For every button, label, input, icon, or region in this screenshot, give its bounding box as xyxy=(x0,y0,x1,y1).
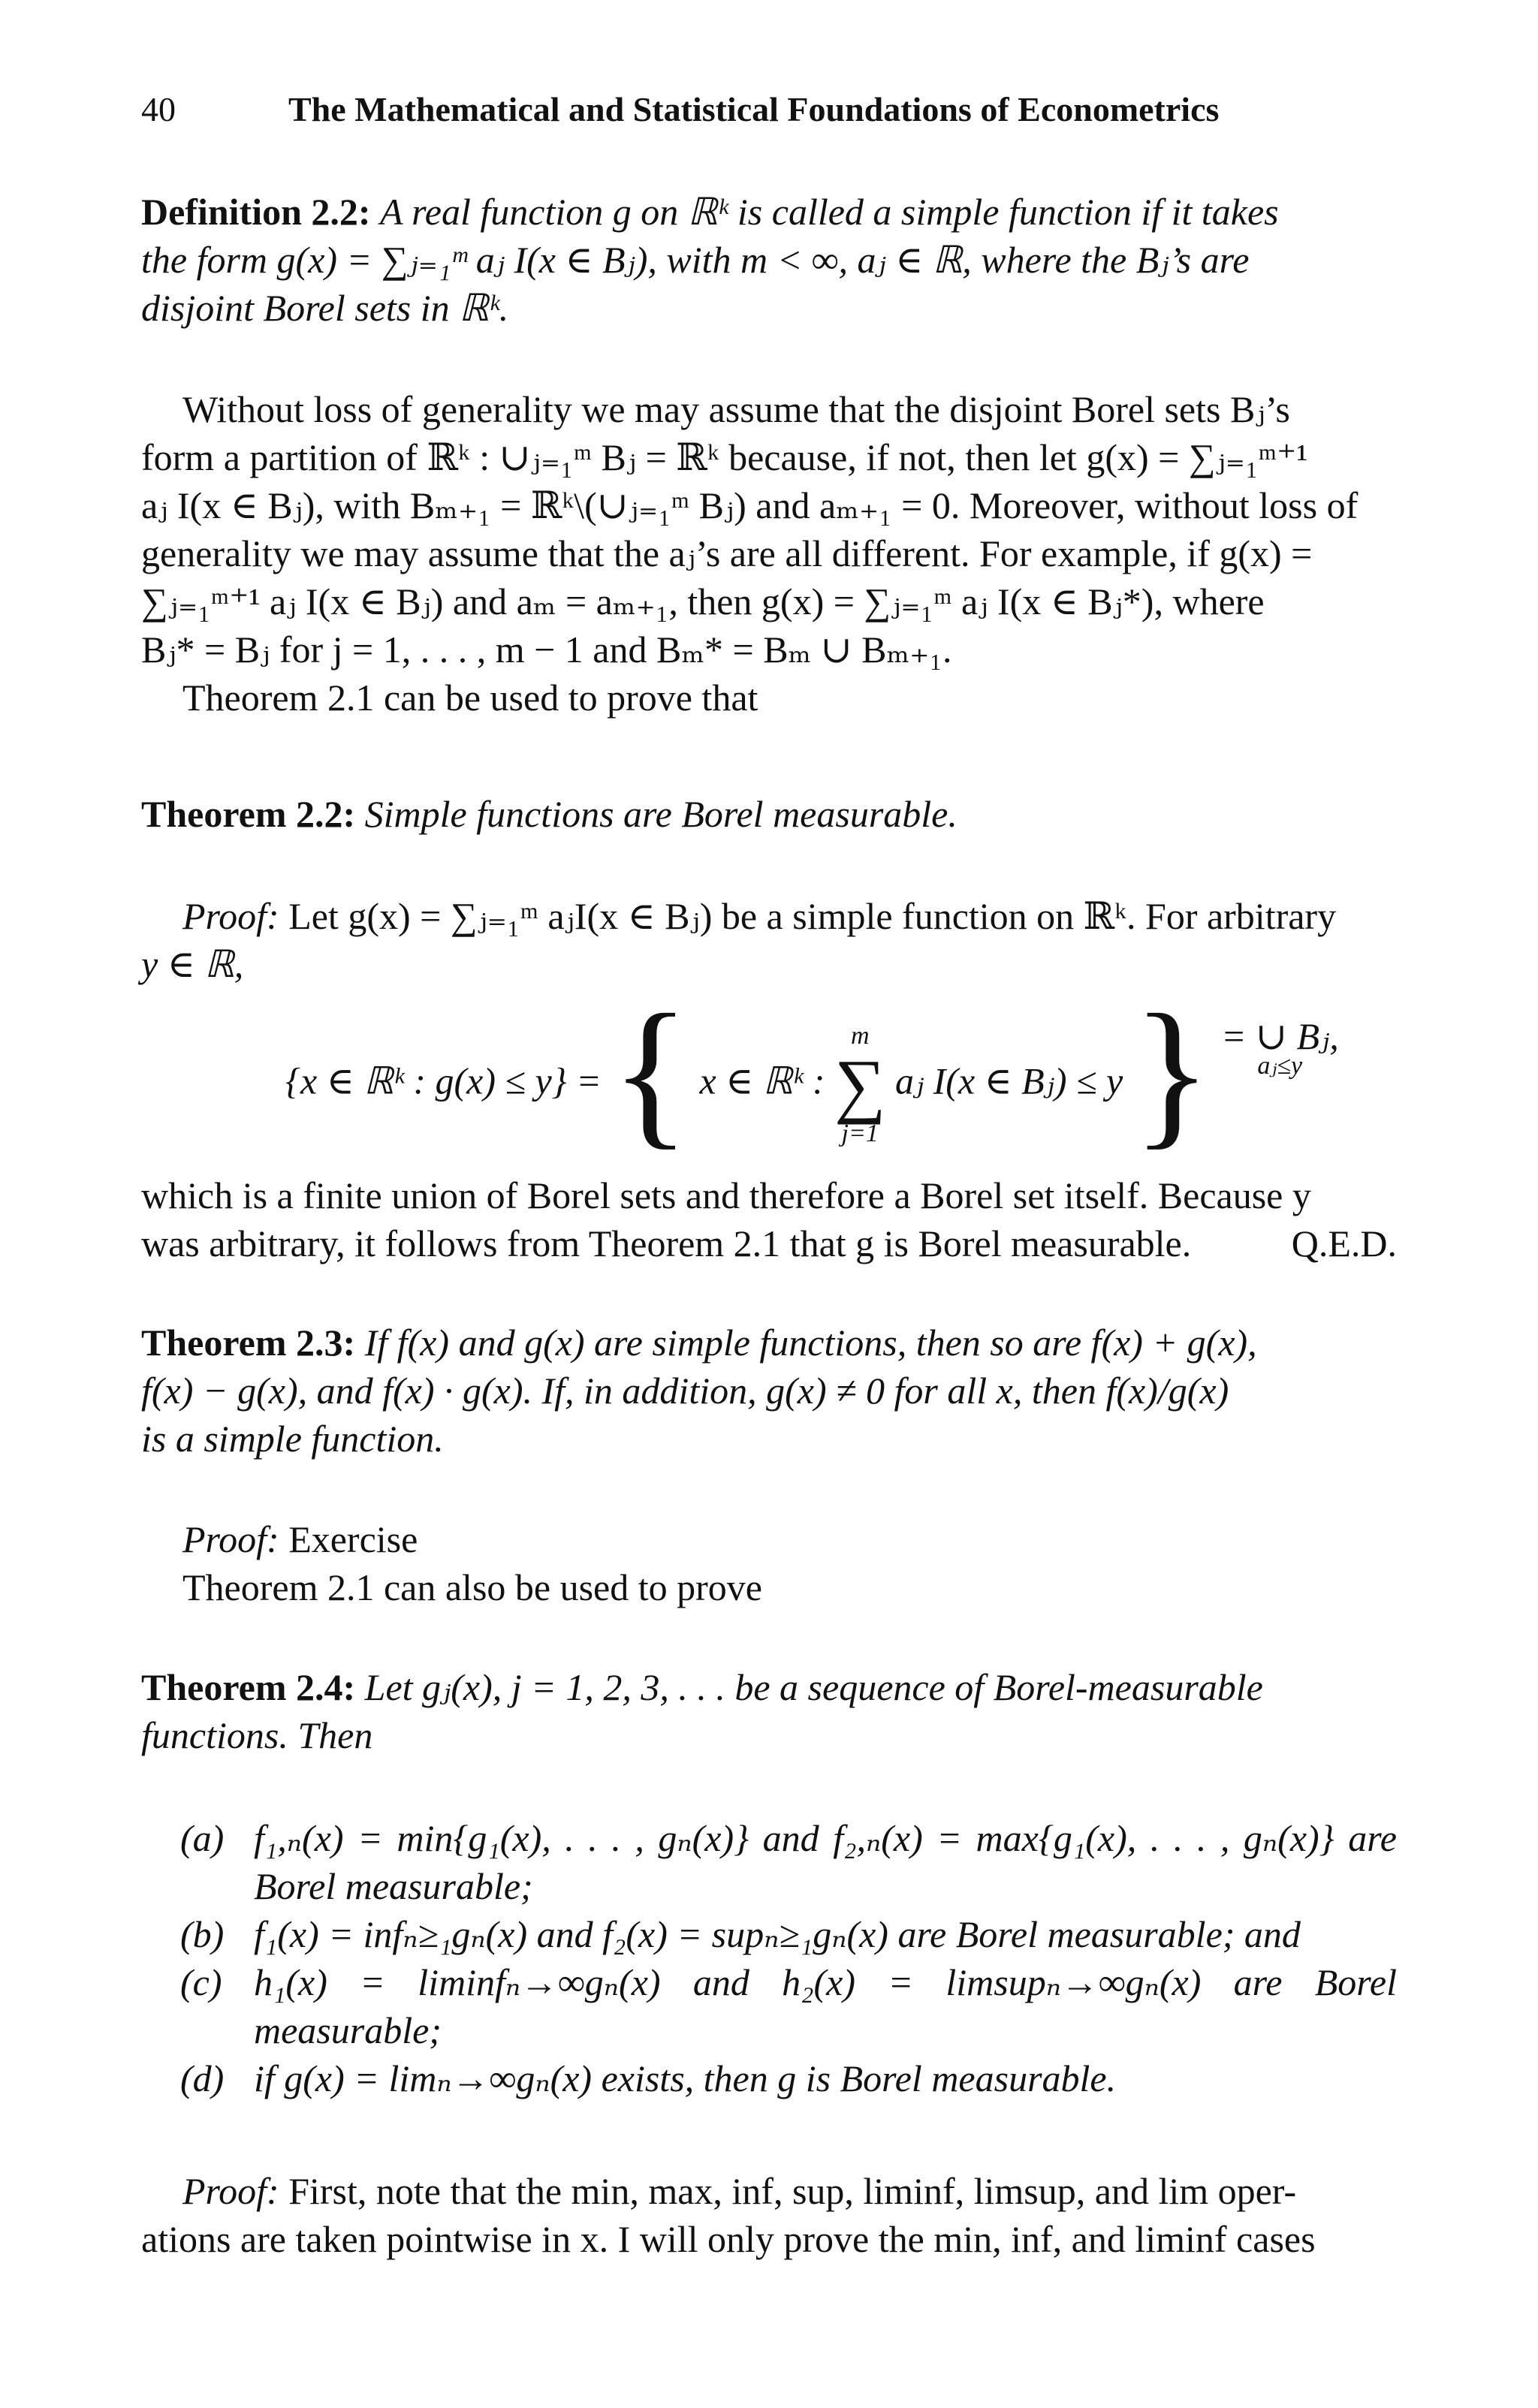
proof-text: Exercise xyxy=(288,1518,418,1560)
definition-line-2: the form g(x) = ∑ⱼ₌₁ᵐ aⱼ I(x ∈ Bⱼ), with m < ∞, aⱼ ∈ ℝ, where the Bⱼ’s are xyxy=(141,239,1250,281)
item-label: (c) xyxy=(180,1961,222,2003)
summation xyxy=(834,1021,885,1149)
union-part xyxy=(1220,1015,1339,1081)
definition-label: Definition 2.2: xyxy=(141,191,371,233)
proof-label: Proof: xyxy=(182,2170,279,2212)
list-item xyxy=(180,1814,1397,1910)
proof-tail: Theorem 2.1 can also be used to prove xyxy=(182,1566,762,1608)
paragraph-tail: Theorem 2.1 can be used to prove that xyxy=(182,677,758,719)
proof-2-2 xyxy=(141,892,1397,988)
proof-line-1: First, note that the min, max, inf, sup, liminf, limsup, and lim oper- xyxy=(288,2170,1297,2212)
theorem-line-1: Let gⱼ(x), j = 1, 2, 3, . . . be a sequence of Borel-measurable xyxy=(364,1666,1263,1708)
right-brace: } xyxy=(1132,980,1212,1164)
sigma-symbol: ∑ xyxy=(834,1044,886,1125)
equation-right: = ∪ Bⱼ, xyxy=(1220,1015,1339,1057)
theorem-line-1: If f(x) and g(x) are simple functions, then so are f(x) + g(x), xyxy=(364,1322,1257,1364)
paragraph-partition xyxy=(141,385,1397,722)
definition-2-2 xyxy=(141,188,1397,332)
qed-mark: Q.E.D. xyxy=(1291,1222,1397,1264)
paragraph-line: Bⱼ* = Bⱼ for j = 1, . . . , m − 1 and Bₘ* = Bₘ ∪ Bₘ₊₁. xyxy=(141,628,952,671)
proof-line-1: Let g(x) = ∑ⱼ₌₁ᵐ aⱼI(x ∈ Bⱼ) be a simple function on ℝᵏ. For arbitrary xyxy=(288,895,1337,937)
paragraph-line: generality we may assume that the aⱼ’s are all different. For example, if g(x) = xyxy=(141,532,1313,574)
item-text: f₁(x) = infₙ≥₁gₙ(x) and f₂(x) = supₙ≥₁gₙ(x) are Borel measurable; and xyxy=(254,1913,1301,1955)
theorem-2-4-items xyxy=(180,1814,1397,2102)
proof-line-2: y ∈ ℝ, xyxy=(141,943,244,985)
list-item xyxy=(180,1910,1397,1958)
theorem-label: Theorem 2.3: xyxy=(141,1322,356,1364)
theorem-line-3: is a simple function. xyxy=(141,1418,444,1460)
item-label: (b) xyxy=(180,1913,225,1955)
proof-line-2: ations are taken pointwise in x. I will only prove the min, inf, and liminf cases xyxy=(141,2218,1316,2260)
paragraph-line: aⱼ I(x ∈ Bⱼ), with Bₘ₊₁ = ℝᵏ\(∪ⱼ₌₁ᵐ Bⱼ) and aₘ₊₁ = 0. Moreover, without loss of xyxy=(141,484,1359,526)
item-text: h₁(x) = liminfₙ→∞gₙ(x) and h₂(x) = limsupₙ→∞gₙ(x) are Borel measurable; xyxy=(254,1961,1397,2051)
theorem-2-4 xyxy=(141,1663,1397,1759)
equation-left: {x ∈ ℝᵏ : g(x) ≤ y} = xyxy=(285,1059,602,1102)
left-brace: { xyxy=(611,980,690,1164)
equation-term: aⱼ I(x ∈ Bⱼ) ≤ y xyxy=(894,1059,1123,1102)
sum-upper-limit: m xyxy=(850,1022,870,1050)
proof-2-3 xyxy=(141,1515,1397,1611)
paragraph-line: ∑ⱼ₌₁ᵐ⁺¹ aⱼ I(x ∈ Bⱼ) and aₘ = aₘ₊₁, then g(x) = ∑ⱼ₌₁ᵐ aⱼ I(x ∈ Bⱼ*), where xyxy=(141,580,1265,622)
list-item xyxy=(180,2054,1397,2102)
display-equation xyxy=(285,980,1397,1164)
list-item xyxy=(180,1958,1397,2054)
equation-inner: x ∈ ℝᵏ : xyxy=(699,1059,825,1102)
page-number: 40 xyxy=(141,90,176,128)
running-title: The Mathematical and Statistical Foundations of Econometrics xyxy=(288,90,1220,128)
theorem-line-2: functions. Then xyxy=(141,1714,373,1756)
proof-after-line-2: was arbitrary, it follows from Theorem 2.1 that g is Borel measurable. xyxy=(141,1222,1192,1264)
theorem-label: Theorem 2.4: xyxy=(141,1666,356,1708)
theorem-label: Theorem 2.2: xyxy=(141,793,356,835)
item-text: if g(x) = limₙ→∞gₙ(x) exists, then g is Borel measurable. xyxy=(254,2057,1117,2099)
definition-line-3: disjoint Borel sets in ℝᵏ. xyxy=(141,287,509,329)
theorem-2-2 xyxy=(141,790,1397,838)
proof-2-2-conclusion xyxy=(141,1171,1397,1267)
definition-line-1: A real function g on ℝᵏ is called a simple function if it takes xyxy=(380,191,1279,233)
paragraph-line: Without loss of generality we may assume that the disjoint Borel sets Bⱼ’s xyxy=(182,388,1290,430)
union-subscript: aⱼ≤y xyxy=(1257,1052,1303,1080)
theorem-2-3 xyxy=(141,1319,1397,1463)
item-label: (d) xyxy=(180,2057,225,2099)
theorem-text: Simple functions are Borel measurable. xyxy=(364,793,957,835)
proof-2-4 xyxy=(141,2167,1397,2263)
item-text: f₁,ₙ(x) = min{g₁(x), . . . , gₙ(x)} and f₂,ₙ(x) = max{g₁(x), . . . , gₙ(x)} are Borel measurable; xyxy=(254,1817,1397,1907)
running-header xyxy=(141,89,1397,131)
proof-after-line-1: which is a finite union of Borel sets and therefore a Borel set itself. Because y xyxy=(141,1174,1311,1216)
sum-lower-limit: j=1 xyxy=(841,1120,879,1147)
proof-label: Proof: xyxy=(182,1518,279,1560)
paragraph-line: form a partition of ℝᵏ : ∪ⱼ₌₁ᵐ Bⱼ = ℝᵏ because, if not, then let g(x) = ∑ⱼ₌₁ᵐ⁺¹ xyxy=(141,436,1308,478)
item-label: (a) xyxy=(180,1817,225,1859)
proof-label: Proof: xyxy=(182,895,279,937)
theorem-line-2: f(x) − g(x), and f(x) · g(x). If, in addition, g(x) ≠ 0 for all x, then f(x)/g(x) xyxy=(141,1370,1229,1412)
